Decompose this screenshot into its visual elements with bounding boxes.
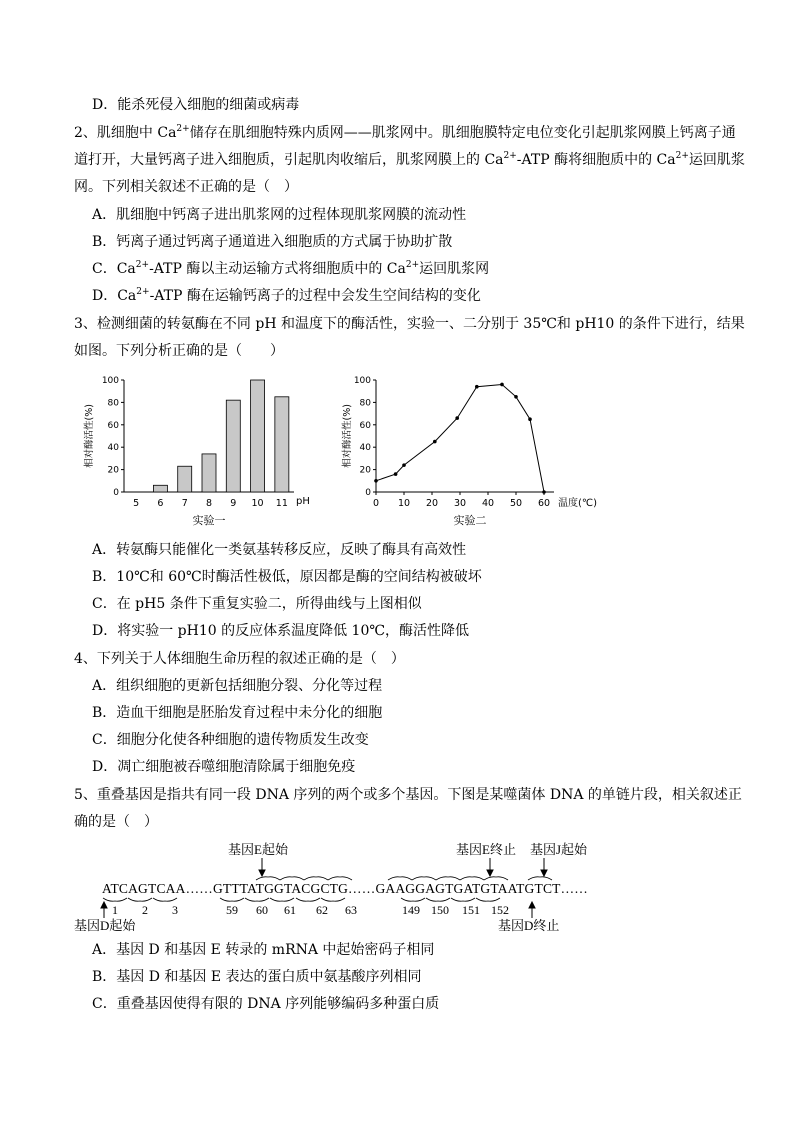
gene-d-start-label: 基因D起始 bbox=[74, 918, 136, 933]
data-point bbox=[514, 395, 518, 399]
x-tick-label: 7 bbox=[181, 498, 188, 509]
q4-stem: 4、下列关于人体细胞生命历程的叙述正确的是（ ） bbox=[74, 651, 405, 667]
x-tick-label: 0 bbox=[372, 498, 380, 509]
q4-option-d: D．凋亡细胞被吞噬细胞清除属于细胞免疫 bbox=[92, 759, 356, 775]
y-tick-label: 40 bbox=[359, 443, 371, 454]
chart-caption: 实验一 bbox=[192, 514, 226, 527]
y-tick-label: 0 bbox=[365, 488, 371, 498]
data-point bbox=[394, 472, 398, 476]
q5-stem-line2: 确的是（ ） bbox=[74, 814, 158, 830]
gene-d-end-arrow bbox=[529, 902, 535, 918]
q2-option-d: D．$Ca^{2+}$-ATP 酶在运输钙离子的过程中会发生空间结构的变化 bbox=[92, 287, 481, 304]
y-tick-label: 100 bbox=[353, 376, 371, 386]
x-tick-label: 50 bbox=[509, 498, 523, 509]
codon-number: 149 bbox=[402, 903, 420, 917]
y-tick-label: 20 bbox=[107, 465, 119, 476]
y-tick-label: 100 bbox=[101, 376, 119, 386]
x-tick-label: 30 bbox=[453, 498, 467, 509]
experiment1-bar-chart bbox=[76, 368, 310, 532]
y-tick-label: 20 bbox=[359, 465, 371, 476]
dna-overlap-gene-figure bbox=[70, 838, 640, 938]
y-tick-label: 60 bbox=[359, 420, 371, 431]
q2-option-c: C．$Ca^{2+}$-ATP 酶以主动运输方式将细胞质中的 $Ca^{2+}$运回肌浆网 bbox=[92, 260, 490, 277]
q3-option-d: D．将实验一 pH10 的反应体系温度降低 10℃，酶活性降低 bbox=[92, 623, 470, 639]
data-point bbox=[528, 417, 532, 421]
data-point bbox=[433, 440, 437, 444]
data-point bbox=[402, 463, 406, 467]
q2-stem-line3: 网。下列相关叙述不正确的是（ ） bbox=[74, 179, 298, 195]
q5-option-a: A．基因 D 和基因 E 转录的 mRNA 中起始密码子相同 bbox=[92, 942, 435, 958]
codon-number: 60 bbox=[256, 903, 268, 917]
bar bbox=[202, 454, 216, 492]
gene-d-start-arrow bbox=[101, 902, 107, 918]
gene-e-end-label: 基因E终止 bbox=[456, 842, 516, 857]
q3-stem-line1: 3、检测细菌的转氨酶在不同 pH 和温度下的酶活性，实验一、二分别于 35℃和 pH10 的条件下进行，结果 bbox=[74, 316, 745, 332]
codon-number: 152 bbox=[491, 903, 509, 917]
bar bbox=[226, 400, 240, 492]
codon-braces-bottom bbox=[103, 898, 500, 901]
y-tick-label: 0 bbox=[113, 488, 119, 498]
bar bbox=[275, 397, 289, 492]
q5-stem-line1: 5、重叠基因是指共有同一段 DNA 序列的两个或多个基因。下图是某噬菌体 DNA 的单链片段，相关叙述正 bbox=[74, 787, 742, 803]
q3-stem-line2: 如图。下列分析正确的是（ ） bbox=[74, 343, 284, 359]
gene-j-start-label: 基因J起始 bbox=[530, 842, 588, 857]
q5-option-c: C．重叠基因使得有限的 DNA 序列能够编码多种蛋白质 bbox=[92, 996, 440, 1012]
codon-number: 3 bbox=[172, 903, 178, 917]
x-tick-label: 20 bbox=[425, 498, 439, 509]
codon-number: 59 bbox=[226, 903, 238, 917]
codon-number: 61 bbox=[284, 903, 296, 917]
codon-number: 151 bbox=[462, 903, 480, 917]
x-tick-label: 5 bbox=[133, 498, 140, 509]
data-point bbox=[542, 490, 546, 494]
y-tick-label: 60 bbox=[107, 420, 119, 431]
codon-numbers bbox=[112, 903, 509, 917]
codon-number: 62 bbox=[316, 903, 328, 917]
data-point bbox=[455, 416, 459, 420]
q5-option-b: B．基因 D 和基因 E 表达的蛋白质中氨基酸序列相同 bbox=[92, 969, 422, 985]
codon-number: 2 bbox=[142, 903, 148, 917]
gene-e-start-label: 基因E起始 bbox=[228, 842, 288, 857]
y-axis-label: 相对酶活性(%) bbox=[84, 404, 95, 468]
q2-option-a: A．肌细胞中钙离子进出肌浆网的过程体现肌浆网膜的流动性 bbox=[92, 207, 467, 223]
x-tick-label: 11 bbox=[275, 498, 288, 509]
x-axis-label: pH bbox=[296, 496, 310, 507]
data-point bbox=[475, 385, 479, 389]
codon-number: 63 bbox=[345, 903, 357, 917]
y-axis-label: 相对酶活性(%) bbox=[342, 404, 353, 468]
series-line bbox=[376, 384, 544, 492]
y-tick-label: 80 bbox=[359, 398, 371, 409]
dna-sequence: ATCAGTCAA……GTTTATGGTACGCTG……GAAGGAGTGATGTAATGTCT…… bbox=[102, 881, 589, 896]
x-tick-label: 6 bbox=[157, 498, 164, 509]
chart-caption: 实验二 bbox=[453, 514, 487, 527]
gene-e-end-arrow bbox=[487, 858, 493, 876]
q2-stem-line1: 2、肌细胞中 $Ca^{2+}$储存在肌细胞特殊内质网——肌浆网中。肌细胞膜特定电位变化引起肌浆网膜上钙离子通 bbox=[74, 124, 736, 141]
codon-number: 150 bbox=[431, 903, 449, 917]
experiment2-line-chart bbox=[336, 368, 616, 532]
q3-option-a: A．转氨酶只能催化一类氨基转移反应，反映了酶具有高效性 bbox=[92, 542, 467, 558]
bar bbox=[251, 380, 265, 492]
bar bbox=[178, 466, 192, 492]
q2-stem-line2: 道打开，大量钙离子进入细胞质，引起肌肉收缩后，肌浆网膜上的 $Ca^{2+}$-ATP 酶将细胞质中的 $Ca^{2+}$运回肌浆 bbox=[74, 151, 745, 168]
x-tick-label: 10 bbox=[397, 498, 411, 509]
codon-number: 1 bbox=[112, 903, 118, 917]
x-tick-label: 10 bbox=[251, 498, 264, 509]
gene-j-start-arrow bbox=[541, 858, 547, 876]
gene-d-end-label: 基因D终止 bbox=[498, 918, 560, 933]
y-tick-label: 40 bbox=[107, 443, 119, 454]
q1-option-d: D．能杀死侵入细胞的细菌或病毒 bbox=[92, 97, 300, 113]
q3-option-c: C．在 pH5 条件下重复实验二，所得曲线与上图相似 bbox=[92, 596, 422, 612]
data-point bbox=[374, 479, 378, 483]
x-tick-label: 9 bbox=[230, 498, 237, 509]
codon-braces-top bbox=[256, 877, 552, 880]
q4-option-a: A．组织细胞的更新包括细胞分裂、分化等过程 bbox=[92, 678, 383, 694]
x-axis-label: 温度(℃) bbox=[558, 498, 598, 509]
x-tick-label: 60 bbox=[537, 498, 551, 509]
data-point bbox=[500, 383, 504, 387]
q4-option-b: B．造血干细胞是胚胎发育过程中未分化的细胞 bbox=[92, 705, 383, 721]
gene-e-start-arrow bbox=[259, 858, 265, 876]
q3-option-b: B．10℃和 60℃时酶活性极低，原因都是酶的空间结构被破坏 bbox=[92, 569, 482, 585]
bar bbox=[153, 485, 167, 492]
q4-option-c: C．细胞分化使各种细胞的遗传物质发生改变 bbox=[92, 732, 369, 748]
q2-option-b: B．钙离子通过钙离子通道进入细胞质的方式属于协助扩散 bbox=[92, 234, 453, 250]
y-tick-label: 80 bbox=[107, 398, 119, 409]
x-tick-label: 40 bbox=[481, 498, 495, 509]
x-tick-label: 8 bbox=[205, 498, 213, 509]
